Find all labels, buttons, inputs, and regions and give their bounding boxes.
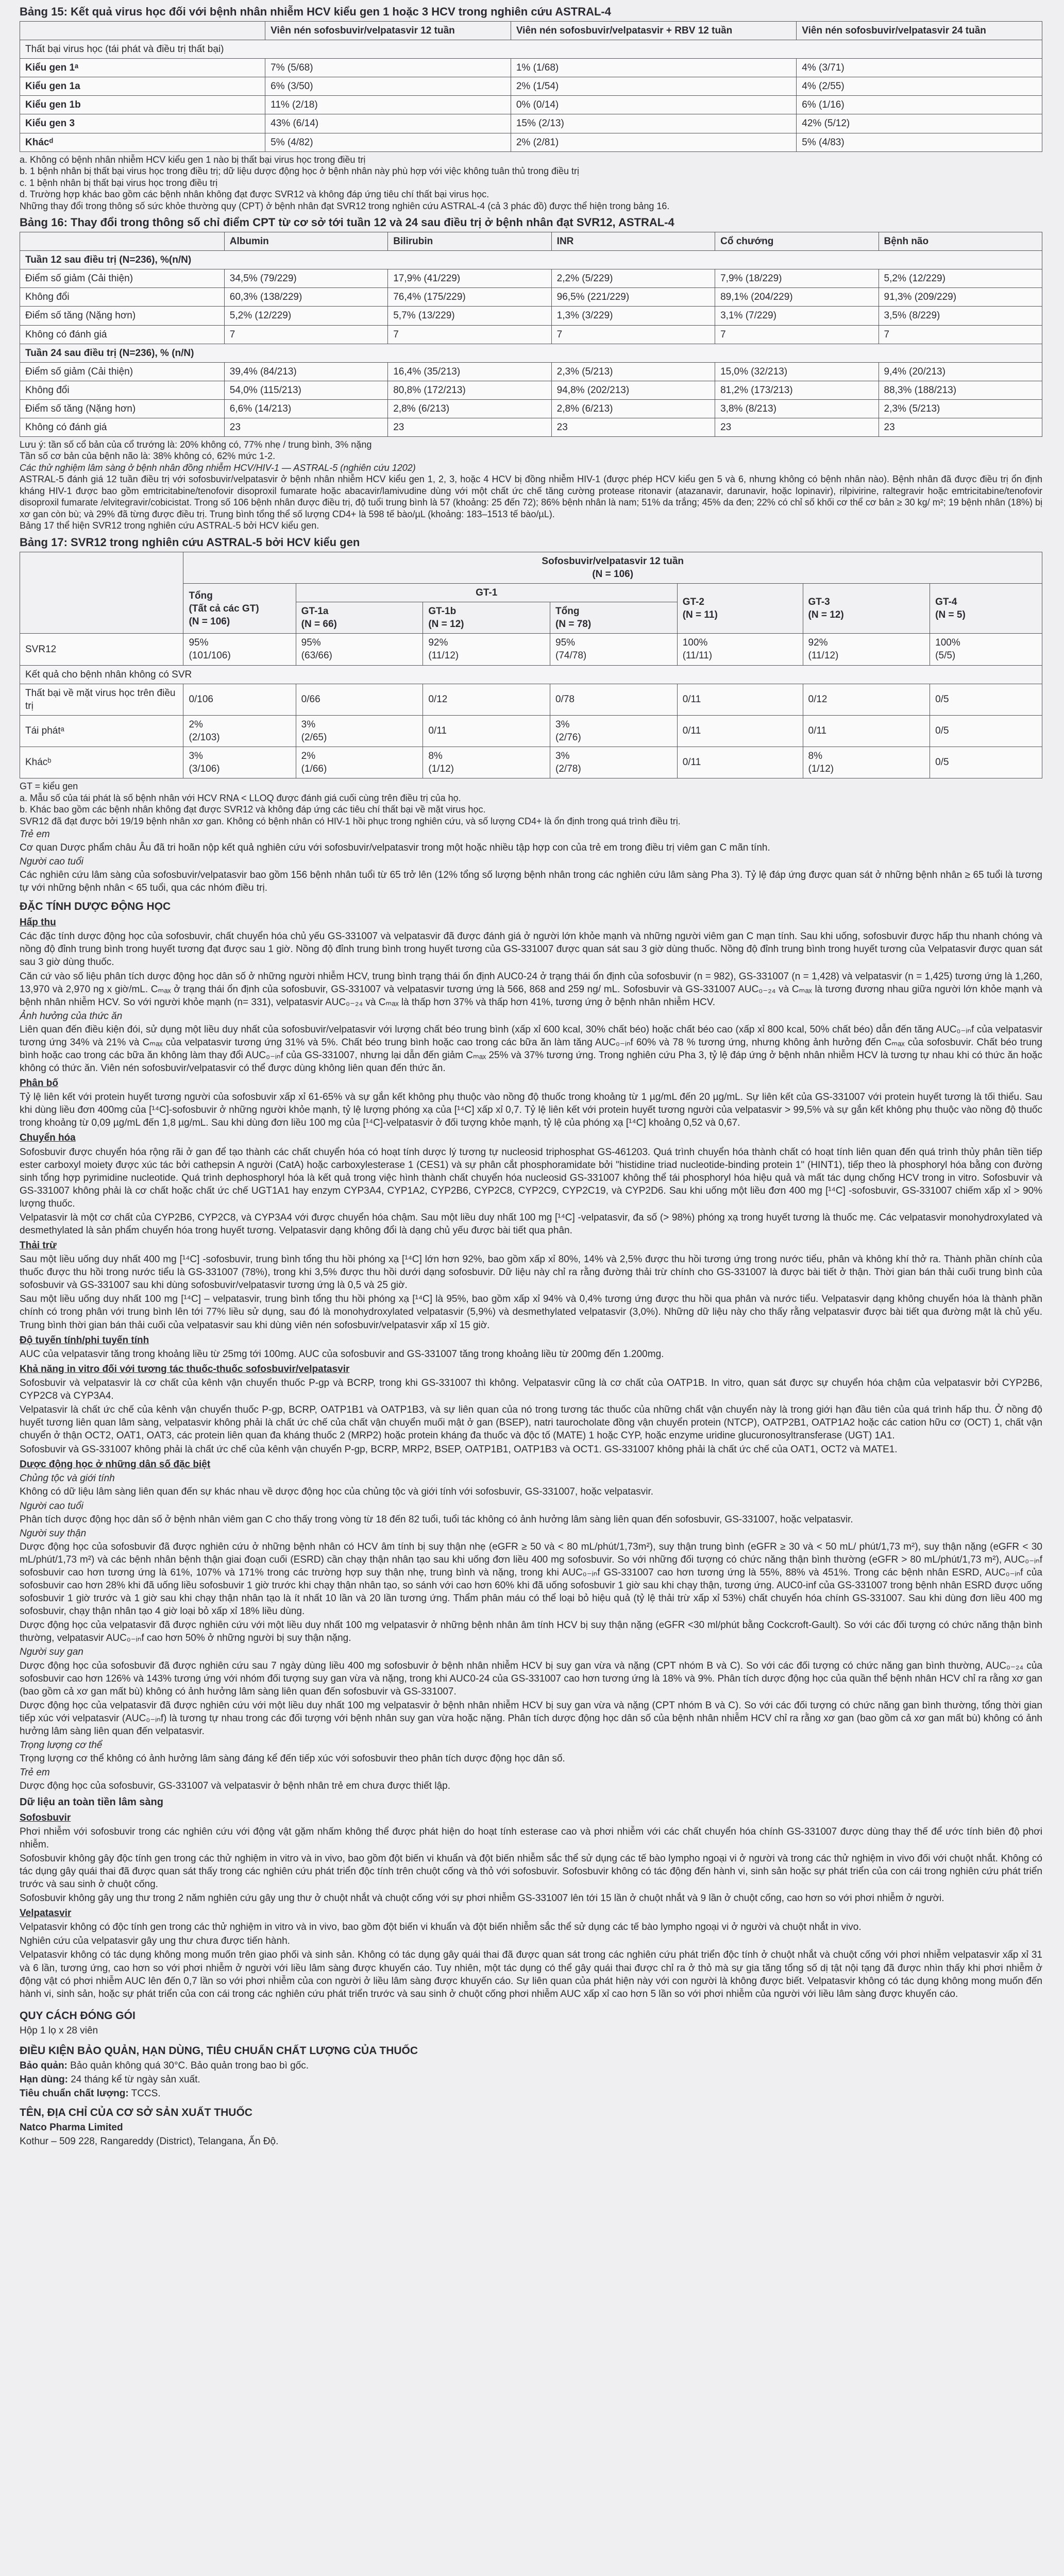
table-header-cell: GT-1a (N = 66): [296, 602, 423, 634]
table-cell: 2% (1/66): [296, 747, 423, 778]
table-header-cell: Bệnh não: [879, 232, 1042, 251]
paragraph: Không có dữ liệu lâm sàng liên quan đến sự khác nhau về dược động học của chủng tộc và giới tính với sofosbuvir, GS-331007, hoặc velpatasvir.: [20, 1486, 653, 1498]
subheading: Người cao tuổi: [20, 856, 83, 868]
table-header-cell: Albumin: [224, 232, 387, 251]
table-header-cell: Tổng (N = 78): [550, 602, 678, 634]
table-cell: 0/11: [677, 715, 803, 747]
table-cell: 5% (4/82): [265, 133, 511, 151]
table-cell: 3% (2/76): [550, 715, 678, 747]
footnote: d. Trường hợp khác bao gồm các bệnh nhân không đạt được SVR12 và không đáp ứng tiêu chí thất bại virus học.: [20, 189, 489, 200]
table-cell: 0/66: [296, 684, 423, 715]
subheading: Dữ liệu an toàn tiền lâm sàng: [20, 1797, 163, 1808]
paragraph: Sofosbuvir không gây độc tính gen trong các thử nghiệm in vitro và in vivo, bao gồm đột biến vi khuẩn và đột biến nhiễm sắc thể sử dụng các tế bào lympho ngoại vi ở người và trong các thử nghiệm in vivo đối với chuột nhắt. Không có tác dụng gây quái thai đã được quan sát thấy trong các nghiên cứu phát triển độc tính trên chuột cống và thỏ với sofosbuvir. Sofosbuvir không có tác động đến hành vi, sinh sản hoặc sự phát triển của con cái trong nghiên cứu phát triển trước và sau sinh ở chuột cống.: [20, 1853, 1042, 1890]
table-row: [20, 684, 1042, 715]
field-value: TCCS.: [131, 2088, 161, 2099]
footnote: GT = kiểu gen: [20, 781, 78, 792]
table-header-cell: Tổng (Tất cả các GT) (N = 106): [183, 584, 296, 634]
table-header-row: [20, 552, 1042, 584]
table-cell: 5% (4/83): [797, 133, 1042, 151]
footnote: b. Khác bao gồm các bệnh nhân không đạt được SVR12 và không đáp ứng các tiêu chí thất bại về mặt virus học.: [20, 804, 486, 815]
table-cell: 0/5: [930, 684, 1042, 715]
table-row: [20, 325, 1042, 344]
paragraph: Dược động học của velpatasvir đã được nghiên cứu với một liều duy nhất 100 mg velpatasvir ở những bệnh nhân âm tính HCV bị suy thận nặng (eGFR <30 ml/phút bằng Cockcroft-Gault). So với các đối tượng có chức năng thận bình thường, velpatasvir AUC₀₋ᵢₙf cao hơn 50% ở những người bị suy thận nặng.: [20, 1620, 1042, 1644]
table-cell: 2% (2/103): [183, 715, 296, 747]
table-cell: 60,3% (138/229): [224, 288, 387, 307]
table-cell: 0/11: [677, 684, 803, 715]
note-paragraph: Tần số cơ bản của bệnh não là: 38% không có, 62% mức 1-2.: [20, 451, 276, 462]
table-cell: 95% (101/106): [183, 634, 296, 665]
table-cell: 3,1% (7/229): [715, 307, 879, 325]
paragraph: Cơ quan Dược phẩm châu Âu đã tri hoãn nộp kết quả nghiên cứu với sofosbuvir/velpatasvir trong một hoặc nhiều tập hợp con của trẻ em trong điều trị viêm gan C mãn tính.: [20, 842, 770, 854]
table-row-label: Điểm số giảm (Cải thiện): [20, 269, 225, 288]
field-label: Bảo quản:: [20, 2060, 67, 2072]
table-cell: 16,4% (35/213): [388, 362, 551, 381]
paragraph: Sofosbuvir không gây ung thư trong 2 năm nghiên cứu gây ung thư ở chuột nhắt và chuột cống với sự phơi nhiễm GS-331007 lên tới 15 lần ở chuột nhắt và 9 lần ở chuột cống, cao hơn so với phơi nhiễm ở người.: [20, 1893, 944, 1904]
table-cell: 7: [715, 325, 879, 344]
paragraph: Sofosbuvir được chuyển hóa rộng rãi ở gan để tạo thành các chất chuyển hóa có hoạt tính dược lý tương tự nucleosid triphosphat GS-461203. Quá trình chuyển hóa thành chất có hoạt tính liên quan đến quá trình thủy phân tiền tiếp ester carboxyl moiety được xúc tác bởi cathepsin A người (CatA) hoặc carboxylesterase 1 (CES1) và sự phân cắt phosphoramidate bởi "histidine triad nucleotide-binding protein 1" (HINT1), tiếp theo là phosphoryl hóa bằng con đường sinh tổng hợp pyrimidine nucleotide. Quá trình dephosphoryl hóa là kết quả trong việc hình thành chất chuyển hóa nucleosid GS-331007 không thể tái phosphoryl hóa hiệu quả và mất tác dụng chống HCV trong in vitro. Sofosbuvir và GS-331007 không phải là cơ chất hoặc chất ức chế UGT1A1 hay enzym CYP3A4, CYP1A2, CYP2B6, CYP2C8, CYP2C9, CYP2C19, và CYP2D6. Sau khi uống một liều đơn 400 mg [¹⁴C] -sofosbuvir, GS-331007 chiếm xấp xỉ > 90% lượng thuốc.: [20, 1146, 1042, 1209]
table-cell: 1% (1/68): [511, 59, 796, 77]
table-cell: 3,5% (8/229): [879, 307, 1042, 325]
section-heading: ĐIỀU KIỆN BẢO QUẢN, HẠN DÙNG, TIÊU CHUẨN CHẤT LƯỢNG CỦA THUỐC: [20, 2044, 418, 2057]
table-cell: 100% (5/5): [930, 634, 1042, 665]
table15-title: Bảng 15: Kết quả virus học đối với bệnh nhân nhiễm HCV kiểu gen 1 hoặc 3 HCV trong nghiên cứu ASTRAL-4: [20, 5, 611, 18]
table-cell: 6% (3/50): [265, 77, 511, 96]
table-cell: 95% (63/66): [296, 634, 423, 665]
table-cell: 7: [879, 325, 1042, 344]
table-cell: 0/5: [930, 747, 1042, 778]
table-header-cell: GT-3 (N = 12): [803, 584, 930, 634]
table-cell: 3,8% (8/213): [715, 399, 879, 418]
table15-notes: [20, 154, 1042, 212]
section-heading: QUY CÁCH ĐÓNG GÓI: [20, 2009, 136, 2022]
table-cell: 2,8% (6/213): [388, 399, 551, 418]
table-cell: 6% (1/16): [797, 96, 1042, 114]
table-header-cell: [20, 22, 265, 40]
table-row-label: Tái phátᵃ: [20, 715, 183, 747]
table-cell: 5,2% (12/229): [879, 269, 1042, 288]
table-row-label: Khácᵈ: [20, 133, 265, 151]
standard-line: [20, 2087, 1042, 2100]
table-section-row: [20, 665, 1042, 684]
section-heading: ĐẶC TÍNH DƯỢC ĐỘNG HỌC: [20, 901, 171, 913]
table-cell: 92% (11/12): [803, 634, 930, 665]
table-cell: 7: [224, 325, 387, 344]
paragraph: Trọng lượng cơ thể không có ảnh hưởng lâm sàng đáng kể đến tiếp xúc với sofosbuvir theo phân tích dược động học dân số.: [20, 1753, 565, 1765]
table17: [20, 552, 1042, 778]
paragraph: Dược động học của sofosbuvir, GS-331007 và velpatasvir ở bệnh nhân trẻ em chưa được thiết lập.: [20, 1781, 450, 1792]
table16: [20, 232, 1042, 437]
table-cell: 0/11: [803, 715, 930, 747]
table-cell: 100% (11/11): [677, 634, 803, 665]
table-cell: 3% (3/106): [183, 747, 296, 778]
leaflet-content: [20, 3, 1042, 2149]
table-row-label: Kiểu gen 3: [20, 114, 265, 133]
table-row: [20, 96, 1042, 114]
paragraph: Velpatasvir là một cơ chất của CYP2B6, CYP2C8, và CYP3A4 với được chuyển hóa chậm. Sau một liều duy nhất 100 mg [¹⁴C] -velpatasvir, đa số (> 98%) phóng xạ trong huyết tương là thuốc mẹ. Các velpatasvir monohydroxylated và desmethylated là sản phẩm chuyển hóa trong huyết tương. Velpatasvir dạng không đổi là dạng chủ yếu được bài tiết qua phân.: [20, 1212, 1042, 1236]
footnote: a. Mẫu số của tái phát là số bệnh nhân với HCV RNA < LLOQ được đánh giá cuối cùng trên điều trị của họ.: [20, 792, 461, 803]
table-row-label: Kiểu gen 1ᵃ: [20, 59, 265, 77]
table-cell: 95% (74/78): [550, 634, 678, 665]
subheading: Khả năng in vitro đối với tương tác thuốc-thuốc sofosbuvir/velpatasvir: [20, 1363, 350, 1375]
table-cell: 15% (2/13): [511, 114, 796, 133]
table-row: [20, 133, 1042, 151]
table-cell: 89,1% (204/229): [715, 288, 879, 307]
table-cell: 3% (2/78): [550, 747, 678, 778]
table-cell: 2% (2/81): [511, 133, 796, 151]
paragraph: Hộp 1 lọ x 28 viên: [20, 2025, 98, 2037]
paragraph: Sau một liều uống duy nhất 400 mg [¹⁴C] -sofosbuvir, trung bình tổng thu hồi phóng xạ [¹⁴C] lớn hơn 92%, bao gồm xấp xỉ 80%, 14% và 2,5% được thu hồi tương ứng trong nước tiểu, phân và không khí thở ra. Thành phần chính của thuốc được thu hồi trong nước tiểu là GS-331007 (78%), trong khi 3,5% được thu hồi dưới dạng sofosbuvir. Dữ liệu này chỉ ra rằng đường thải trừ chính cho GS-331007 là được bài tiết ở thận. Thời gian bán thải cuối trung bình của sofosbuvir và GS-331007 sau khi dùng sofosbuvir/velpatasvir tương ứng là 0,5 và 25 giờ.: [20, 1254, 1042, 1291]
subheading: Trẻ em: [20, 829, 50, 840]
subheading: Người suy thận: [20, 1528, 87, 1539]
paragraph: Sau một liều uống duy nhất 100 mg [¹⁴C] – velpatasvir, trung bình tổng thu hồi phóng xạ [¹⁴C] là 95%, bao gồm xấp xỉ 94% và 0,4% tương ứng được thu hồi qua phân và nước tiểu. Velpatasvir dạng không chuyển hóa là thành phần chính có trong phân với trung bình lên tới 77% liều sử dụng, sau đó là monohydroxylated velpatasvir (5,9%) và desmethylated velpatasvir (3,0%). Những dữ liệu này cho thấy rằng velpatasvir được bài tiết qua đường mật là chủ yếu. Trung bình thời gian bán thải cuối của velpatasvir sau khi dùng viên nén sofosbuvir/velpatasvir xấp xỉ 15 giờ.: [20, 1294, 1042, 1331]
table-cell: 11% (2/18): [265, 96, 511, 114]
table-header-cell: INR: [551, 232, 715, 251]
table-row: [20, 634, 1042, 665]
table-cell: 96,5% (221/229): [551, 288, 715, 307]
table-cell: 4% (3/71): [797, 59, 1042, 77]
table-cell: 94,8% (202/213): [551, 381, 715, 399]
table-cell: 6,6% (14/213): [224, 399, 387, 418]
table-header-row: [20, 232, 1042, 251]
table-section-label: Tuần 12 sau điều trị (N=236), %(n/N): [20, 251, 1042, 269]
subheading: Người cao tuổi: [20, 1500, 83, 1512]
table-cell: 76,4% (175/229): [388, 288, 551, 307]
paragraph: Velpatasvir là chất ức chế của kênh vận chuyển thuốc P-gp, BCRP, OATP1B1 và OATP1B3, và sự liên quan của nó trong tương tác thuốc của những chất vận chuyển này là trong giới hạn đầu tiên của quá trình hấp thu. Ở nồng độ huyết tương liên quan lâm sàng, velpatasvir không phải là chất ức chế của chất vận chuyển muối mật ở gan (BSEP), natri taurocholate đồng vận chuyển protein (NTCP), OATP2B1, OATP1A2 hoặc các cation hữu cơ (OCT) 1, chất vận chuyển ở thận OCT2, OAT1, OAT3, các protein liên quan đa kháng thuốc 2 (MRP2) hoặc protein kháng đa thuốc và độc tố (MATE) 1 hoặc CYP, hoặc enzyme uridine glucuronosyltransferase (UGT) 1A1.: [20, 1404, 1042, 1442]
table-header-cell: Viên nén sofosbuvir/velpatasvir 12 tuần: [265, 22, 511, 40]
table-cell: 0/11: [677, 747, 803, 778]
footnote: Những thay đổi trong thông số sức khỏe thường quy (CPT) ở bệnh nhân đạt SVR12 trong nghiên cứu ASTRAL-4 (cả 3 phác đồ) được thể hiện trong bảng 16.: [20, 200, 670, 211]
table-cell: 2% (1/54): [511, 77, 796, 96]
footnote: SVR12 đã đạt được bởi 19/19 bệnh nhân xơ gan. Không có bệnh nhân có HIV-1 hồi phục trong nghiên cứu, và số lượng CD4+ là ổn định trong quá trình điều trị.: [20, 816, 681, 826]
table-cell: 9,4% (20/213): [879, 362, 1042, 381]
table-section-label: Thất bại virus học (tái phát và điều trị thất bại): [20, 40, 1042, 59]
footnote: a. Không có bệnh nhân nhiễm HCV kiểu gen 1 nào bị thất bại virus học trong điều trị: [20, 154, 366, 165]
paragraph: Các đặc tính dược động học của sofosbuvir, chất chuyển hóa chủ yếu GS-331007 và velpatasvir đã được đánh giá ở người lớn khỏe mạnh và những người viêm gan C mạn tính. Sau khi uống, sofosbuvir được hấp thu nhanh chóng và nồng độ đỉnh trung bình trong huyết tương đạt được sau 1 giờ. Nồng độ đỉnh trung bình trong huyết tương của GS-331007 được quan sát sau 3 giờ dùng thuốc. Nồng độ đỉnh trung bình trong huyết tương của Velpatasvir được quan sát sau 3 giờ dùng thuốc.: [20, 931, 1042, 968]
table-cell: 42% (5/12): [797, 114, 1042, 133]
table-header-cell: GT-2 (N = 11): [677, 584, 803, 634]
note-paragraph: Bảng 17 thể hiện SVR12 trong nghiên cứu ASTRAL-5 bởi HCV kiểu gen.: [20, 520, 319, 531]
table17-notes: [20, 781, 1042, 827]
table-cell: 23: [715, 418, 879, 436]
paragraph: Dược động học của sofosbuvir đã được nghiên cứu ở những bệnh nhân có HCV âm tính bị suy thận nhẹ (eGFR ≥ 50 và < 80 mL/phút/1,73m²), suy thận trung bình (eGFR ≥ 30 và < 50 mL/ phút/1,73 m²), suy thận nặng (eGFR < 30 mL/phút/1,73 m²) và các bệnh nhân bệnh thận giai đoạn cuối (ESRD) cần chạy thận nhân tạo sau khi uống đơn liều 400 mg sofosbuvir. So với những đối tượng có chức năng thận bình thường (eGFR > 80 mL/phút/1,73 m²), AUC₀₋ᵢₙf sofosbuvir cao hơn tương ứng là 61%, 107% và 171% trong các trường hợp suy thận nhẹ, trung bình và nặng, trong khi AUC₀₋ᵢₙf GS-331007 cao hơn tương ứng là 55%, 88% và 451%. Trong các bệnh nhân ESRD, AUC₀₋ᵢₙf của sofosbuvir cao hơn 28% khi đã uống liều sofosbuvir 1 giờ trước khi chạy thận nhân tạo, so sánh với cao hơn 60% khi đã uống sofosbuvir 1 giờ sau khi chạy thận, tương ứng. AUC0-inf của GS-331007 trong bệnh nhân ESRD được uống sofosbuvir 1 giờ trước và 1 giờ sau khi chạy thận nhân tạo là ít nhất 10 lần và 20 lần tương ứng. Thẩm phân máu có thể loại bỏ hiệu quả (tỷ lệ thải trừ xấp xỉ 53%) chất chuyển hóa chính GS-331007. Sau khi dùng đơn liều 400 mg sofosbuvir, chạy thận nhân tạo 4 giờ loại bỏ xấp xỉ 18% liều dùng.: [20, 1541, 1042, 1617]
paragraph: Dược động học của sofosbuvir đã được nghiên cứu sau 7 ngày dùng liều 400 mg sofosbuvir ở bệnh nhân nhiễm HCV bị suy gan vừa và nặng (CPT nhóm B và C). So với các đối tượng có chức năng gan bình thường, AUC₀₋₂₄ của sofosbuvir cao hơn 126% và 143% tương ứng với nhóm đối tượng suy gan vừa và nặng, trong khi AUC0-24 của GS-331007 cao hơn tương ứng là 18% và 9%. Phân tích dược động học của quần thể bệnh nhân HCV chỉ ra rằng xơ gan (bao gồm cả xơ gan mất bù) không có ảnh hưởng lâm sàng liên quan đến sofosbuvir và GS-331007.: [20, 1660, 1042, 1697]
table-row-label: Khácᵇ: [20, 747, 183, 778]
subheading: Trọng lượng cơ thể: [20, 1739, 103, 1751]
table-row-label: Điểm số tăng (Nặng hơn): [20, 307, 225, 325]
note-paragraph: ASTRAL-5 đánh giá 12 tuần điều trị với sofosbuvir/velpatasvir ở bệnh nhân nhiễm HCV kiểu gen 1, 2, 3, hoặc 4 HCV bị đồng nhiễm HIV-1 (được phép HCV kiểu gen 5 và 6, nhưng không có bệnh nhân nào). Bệnh nhân đã được điều trị ổn định kháng HIV-1 được bao gồm emtricitabine/tenofovir disoproxil fumarate hoặc abacavir/lamivudine dùng với một chất ức chế tăng cường protease ritonavir (atazanavir, darunavir, hoặc lopinavir), rilpivirine, raltegravir hoặc emtricitabine/tenofovir disoproxil fumarate /elvitegravir/cobicistat. Trong số 106 bệnh nhân được điều trị, độ tuổi trung bình là 57 (khoảng: 25 đến 72); 86% bệnh nhân là nam; 51% da trắng; 45% da đen; 22% có chỉ số khối cơ thể cơ bản ≥ 30 kg/ m²; 19 bệnh nhân (18%) bị xơ gan còn bù; và 29% đã từng được điều trị. Trung bình tổng thể số lượng CD4+ là 598 tế bào/µL (khoảng: 183–1513 tế bào/µL).: [20, 474, 1042, 519]
table-row-label: Không có đánh giá: [20, 418, 225, 436]
table-row: [20, 114, 1042, 133]
table-cell: 2,2% (5/229): [551, 269, 715, 288]
table-cell: 0/11: [423, 715, 550, 747]
table-row-label: Kiểu gen 1b: [20, 96, 265, 114]
table-cell: 17,9% (41/229): [388, 269, 551, 288]
table-row: [20, 77, 1042, 96]
note-paragraph: Lưu ý: tần số cổ bản của cổ trướng là: 20% không có, 77% nhẹ / trung bình, 3% nặng: [20, 439, 372, 450]
footnote: c. 1 bệnh nhân bị thất bại virus học trong điều trị: [20, 177, 218, 188]
table-cell: 34,5% (79/229): [224, 269, 387, 288]
table-cell: 7: [388, 325, 551, 344]
section-heading: TÊN, ĐỊA CHỈ CỦA CƠ SỞ SẢN XUẤT THUỐC: [20, 2106, 252, 2119]
table-cell: 2,3% (5/213): [551, 362, 715, 381]
table-cell: 23: [551, 418, 715, 436]
table-cell: 5,7% (13/229): [388, 307, 551, 325]
table-cell: 23: [879, 418, 1042, 436]
table-cell: 2,3% (5/213): [879, 399, 1042, 418]
table-row: [20, 59, 1042, 77]
table-header-cell: Viên nén sofosbuvir/velpatasvir + RBV 12 tuần: [511, 22, 796, 40]
table-header-cell: [20, 232, 225, 251]
table17-title: Bảng 17: SVR12 trong nghiên cứu ASTRAL-5 bởi HCV kiểu gen: [20, 535, 360, 549]
table-cell: 0/5: [930, 715, 1042, 747]
table-row-label: Không đổi: [20, 288, 225, 307]
paragraph: Sofosbuvir và GS-331007 không phải là chất ức chế của kênh vận chuyển P-gp, BCRP, MRP2, BSEP, OATP1B1, OATP1B3 và OCT1. GS-331007 không phải là chất ức chế của OAT1, OCT2 và MATE1.: [20, 1444, 898, 1455]
manufacturer-address: Kothur – 509 228, Rangareddy (District), Telangana, Ấn Độ.: [20, 2136, 279, 2147]
table-row: [20, 307, 1042, 325]
table-cell: 92% (11/12): [423, 634, 550, 665]
table-section-row: [20, 344, 1042, 362]
field-value: 24 tháng kể từ ngày sản xuất.: [71, 2074, 200, 2086]
table-header-cell: [20, 552, 183, 634]
table-row: [20, 288, 1042, 307]
table-header-cell: GT-1b (N = 12): [423, 602, 550, 634]
paragraph: Phơi nhiễm với sofosbuvir trong các nghiên cứu với động vật gặm nhấm không thể được phát hiện do hoạt tính esterase cao và phơi nhiễm với các chất chuyển hóa chính GS-331007 được dùng thay thế để ước tính biên độ phơi nhiễm.: [20, 1826, 1042, 1850]
table-cell: 23: [388, 418, 551, 436]
paragraph: Sofosbuvir và velpatasvir là cơ chất của kênh vận chuyển thuốc P-gp và BCRP, trong khi GS-331007 thì không. Velpatasvir cũng là cơ chất của OATP1B. In vitro, quan sát được sự chuyển hóa chậm của velpatasvir bởi CYP2B6, CYP2C8 và CYP3A4.: [20, 1377, 1042, 1401]
field-label: Tiêu chuẩn chất lượng:: [20, 2088, 129, 2099]
manufacturer-name: Natco Pharma Limited: [20, 2122, 123, 2133]
table-cell: 43% (6/14): [265, 114, 511, 133]
table-row: [20, 399, 1042, 418]
table-row-label: Điểm số tăng (Nặng hơn): [20, 399, 225, 418]
table-header-cell: Bilirubin: [388, 232, 551, 251]
table-cell: 0/78: [550, 684, 678, 715]
table-section-label: Tuần 24 sau điều trị (N=236), % (n/N): [20, 344, 1042, 362]
subheading: Phân bố: [20, 1078, 58, 1089]
table-header-cell: Viên nén sofosbuvir/velpatasvir 24 tuần: [797, 22, 1042, 40]
subheading: Dược động học ở những dân số đặc biệt: [20, 1459, 211, 1470]
table-cell: 54,0% (115/213): [224, 381, 387, 399]
table-cell: 15,0% (32/213): [715, 362, 879, 381]
footnote: b. 1 bệnh nhân bị thất bại virus học trong điều trị; dữ liệu dược động học ở bệnh nhân này phù hợp với việc không tuân thủ trong điều trị: [20, 166, 580, 177]
subheading: Thải trừ: [20, 1240, 57, 1251]
subheading: Ảnh hưởng của thức ăn: [20, 1010, 123, 1022]
table-row-label: Không đổi: [20, 381, 225, 399]
paragraph: Nghiên cứu của velpatasvir gây ung thư chưa được tiến hành.: [20, 1936, 290, 1947]
subheading: Chuyển hóa: [20, 1132, 76, 1144]
table-header-row: [20, 22, 1042, 40]
table-row: [20, 269, 1042, 288]
table-cell: 1,3% (3/229): [551, 307, 715, 325]
table-cell: 4% (2/55): [797, 77, 1042, 96]
table-cell: 2,8% (6/213): [551, 399, 715, 418]
field-label: Hạn dùng:: [20, 2074, 68, 2086]
table-cell: 88,3% (188/213): [879, 381, 1042, 399]
table-cell: 8% (1/12): [803, 747, 930, 778]
table-cell: 0/106: [183, 684, 296, 715]
table-row-label: Không có đánh giá: [20, 325, 225, 344]
table-row-label: Thất bại về mặt virus học trên điều trị: [20, 684, 183, 715]
note-paragraph: Các thử nghiệm lâm sàng ở bệnh nhân đồng nhiễm HCV/HIV-1 — ASTRAL-5 (nghiên cứu 1202): [20, 462, 416, 473]
table16-after-notes: [20, 439, 1042, 532]
table-header-cell: GT-4 (N = 5): [930, 584, 1042, 634]
table-cell: 81,2% (173/213): [715, 381, 879, 399]
table16-title: Bảng 16: Thay đổi trong thông số chỉ điểm CPT từ cơ sở tới tuần 12 và 24 sau điều trị ở bệnh nhân đạt SVR12, ASTRAL-4: [20, 216, 674, 229]
table-cell: 7: [551, 325, 715, 344]
table-section-row: [20, 251, 1042, 269]
table-cell: 39,4% (84/213): [224, 362, 387, 381]
paragraph: Velpatasvir không có độc tính gen trong các thử nghiệm in vitro và in vivo, bao gồm đột biến vi khuẩn và đột biến nhiễm sắc thể sử dụng các tế bào lympho ngoại vi ở người và chuột nhắt in vivo.: [20, 1922, 862, 1933]
table-row: [20, 381, 1042, 399]
subheading: Sofosbuvir: [20, 1812, 71, 1823]
subheading: Trẻ em: [20, 1767, 50, 1778]
table-cell: 23: [224, 418, 387, 436]
subheading: Độ tuyến tính/phi tuyến tính: [20, 1334, 149, 1346]
table-section-row: [20, 40, 1042, 59]
table-header-cell: Cổ chướng: [715, 232, 879, 251]
table-cell: 8% (1/12): [423, 747, 550, 778]
table-cell: 0% (0/14): [511, 96, 796, 114]
subheading: Người suy gan: [20, 1647, 83, 1658]
paragraph: Phân tích dược động học dân số ở bệnh nhân viêm gan C cho thấy trong vòng từ 18 đến 82 tuổi, tuổi tác không có ảnh hưởng lâm sàng liên quan đến sofosbuvir, GS-331007, hoặc velpatasvir.: [20, 1514, 853, 1525]
expiry-line: [20, 2073, 1042, 2086]
table-row: [20, 362, 1042, 381]
table-row-label: Kiểu gen 1a: [20, 77, 265, 96]
table-row: [20, 418, 1042, 436]
table-cell: 7,9% (18/229): [715, 269, 879, 288]
table-cell: 7% (5/68): [265, 59, 511, 77]
table-row-label: Điểm số giảm (Cải thiện): [20, 362, 225, 381]
table-row-label: SVR12: [20, 634, 183, 665]
table-section-label: Kết quả cho bệnh nhân không có SVR: [20, 665, 1042, 684]
table-cell: 0/12: [803, 684, 930, 715]
paragraph: Tỷ lệ liên kết với protein huyết tương người của sofosbuvir xấp xỉ 61-65% và sự gắn kết không phụ thuộc vào nồng độ thuốc trong khoảng từ 1 µg/mL đến 20 µg/mL. Sự liên kết của GS-331007 với protein huyết tương là tối thiểu. Sau khi dùng liều đơn 400mg của [¹⁴C]-sofosbuvir ở những người khỏe mạnh, tỷ lệ lượng phóng xạ của [¹⁴C] xấp xỉ 0,7. Tỷ lệ liên kết với protein huyết tương người của velpatasvir > 99,5% và sự gắn kết không phụ thuộc vào nồng độ thuốc trong khoảng từ 0,09 µg/mL đến 1,8 µg/mL. Sau khi dùng đơn liều 100 mg của [¹⁴C]-velpatasvir ở đối tượng khỏe mạnh, tỷ lệ của phóng xạ [¹⁴C] khoảng 0,52 và 0,67.: [20, 1092, 1042, 1129]
table-row: [20, 747, 1042, 778]
paragraph: Các nghiên cứu lâm sàng của sofosbuvir/velpatasvir bao gồm 156 bệnh nhân tuổi từ 65 trở lên (12% tổng số lượng bệnh nhân trong các nghiên cứu lâm sàng Pha 3). Tỷ lệ đáp ứng được quan sát ở những bệnh nhân ≥ 65 tuổi là tương tự với những bệnh nhân < 65 tuổi, qua các nhóm điều trị.: [20, 870, 1042, 894]
paragraph: Liên quan đến điều kiện đói, sử dụng một liều duy nhất của sofosbuvir/velpatasvir với lượng chất béo trung bình (xấp xỉ 600 kcal, 30% chất béo) hoặc chất béo cao (xấp xỉ 800 kcal, 50% chất béo) dẫn đến tăng AUC₀₋ᵢₙf của velpatasvir tương ứng 34% và 21% và Cₘₐₓ của velpatasvir tương ứng 31% và 5%. Chất béo trung bình hoặc cao trong các bữa ăn làm tăng AUC₀₋ᵢₙf 60% và 78 % tương ứng, nhưng không ảnh hưởng đến Cₘₐₓ của sofosbuvir. Chất béo trung bình hoặc cao trong các bữa ăn không làm thay đổi AUC₀₋ᵢₙf của GS-331007, nhưng lại dẫn đến giảm Cₘₐₓ 25% và 37% tương ứng. Trong nghiên cứu Pha 3, tỷ lệ đáp ứng ở bệnh nhân nhiễm HCV là tương tự nhau khi có thức ăn hoặc không có thức ăn. Viên nén sofosbuvir/velpatasvir có thể được dùng không liên quan đến thức ăn.: [20, 1024, 1042, 1074]
paragraph: AUC của velpatasvir tăng trong khoảng liều từ 25mg tới 100mg. AUC của sofosbuvir and GS-331007 tăng trong khoảng liều từ 200mg đến 1.200mg.: [20, 1348, 664, 1360]
paragraph: Dược động học của velpatasvir đã được nghiên cứu với một liều duy nhất 100 mg velpatasvir ở bệnh nhân nhiễm HCV bị suy gan vừa và nặng (CPT nhóm B và C). So với các đối tượng có chức năng gan bình thường, tổng thời gian tiếp xúc với velpatasvir (AUC₀₋ᵢₙf) là tương tự nhau trong các đối tượng với bệnh nhân suy gan vừa hoặc nặng. Phân tích dược động học dân số của bệnh nhân nhiễm HCV chỉ ra rằng xơ gan (bao gồm cả xơ gan mất bù) không có ảnh hưởng lâm sàng liên quan đến velpatasvir.: [20, 1700, 1042, 1737]
paragraph: Căn cứ vào số liệu phân tích dược động học dân số ở những người nhiễm HCV, trung bình trạng thái ổn định AUC0-24 ở trạng thái ổn định của sofosbuvir (n = 982), GS-331007 (n = 1,428) và velpatasvir (n = 1,425) tương ứng là 1,260, 13,970 và 2,970 ng x giờ/mL. Cₘₐₓ ở trạng thái ổn định của sofosbuvir, GS-331007 và velpatasvir tương ứng là 566, 868 and 259 ng/ mL. Sofosbuvir và GS-331007 AUC₀₋₂₄ và Cₘₐₓ là tương đương nhau giữa người lớn khỏe mạnh và bệnh nhân nhiễm HCV. So với người khỏe mạnh (n= 331), velpatasvir AUC₀₋₂₄ và Cₘₐₓ là thấp hơn 37% và thấp hơn 41%, tương ứng ở bệnh nhân nhiễm HCV.: [20, 971, 1042, 1008]
table-row: [20, 715, 1042, 747]
table-cell: 0/12: [423, 684, 550, 715]
table15: [20, 21, 1042, 152]
field-value: Bảo quản không quá 30°C. Bảo quản trong bao bì gốc.: [70, 2060, 309, 2072]
table-cell: 3% (2/65): [296, 715, 423, 747]
storage-line: [20, 2059, 1042, 2072]
paragraph: Velpatasvir không có tác dụng không mong muốn trên giao phối và sinh sản. Không có tác dụng gây quái thai đã được quan sát trong các nghiên cứu phát triển độc tính ở chuột nhắt và chuột cống với phơi nhiễm velpatasvir xấp xỉ 31 và 6 lần, tương ứng, cao hơn so với phơi nhiễm ở người với liều lâm sàng được khuyến cáo. Tuy nhiên, một tác dụng có thể gây quái thai được chỉ ra ở thỏ mà sự gia tăng tổng số dị tật nội tạng đã được nhìn thấy khi phơi nhiễm ở động vật có phơi nhiễm AUC lên đến 0,7 lần so với phơi nhiễm của con người ở liều lâm sàng được khuyến cáo. Sự liên quan của phát hiện này với con người là không được biết. Velpatasvir không có tác dụng không mong muốn đến hành vi, sinh sản, hoặc sự phát triển của con cái trong các nghiên cứu phát triển trước và sau sinh ở chuột cống phơi nhiễm AUC xấp xỉ cao hơn 5 lần so với phơi nhiễm của người với liều lâm sàng được khuyến cáo.: [20, 1950, 1042, 1999]
table-header-cell: GT-1: [296, 584, 677, 602]
subheading: Hấp thu: [20, 917, 56, 928]
table-cell: 5,2% (12/229): [224, 307, 387, 325]
table-cell: 80,8% (172/213): [388, 381, 551, 399]
table-cell: 91,3% (209/229): [879, 288, 1042, 307]
table-group-header: Sofosbuvir/velpatasvir 12 tuần (N = 106): [183, 552, 1042, 584]
subheading: Velpatasvir: [20, 1908, 72, 1919]
subheading: Chủng tộc và giới tính: [20, 1473, 115, 1484]
